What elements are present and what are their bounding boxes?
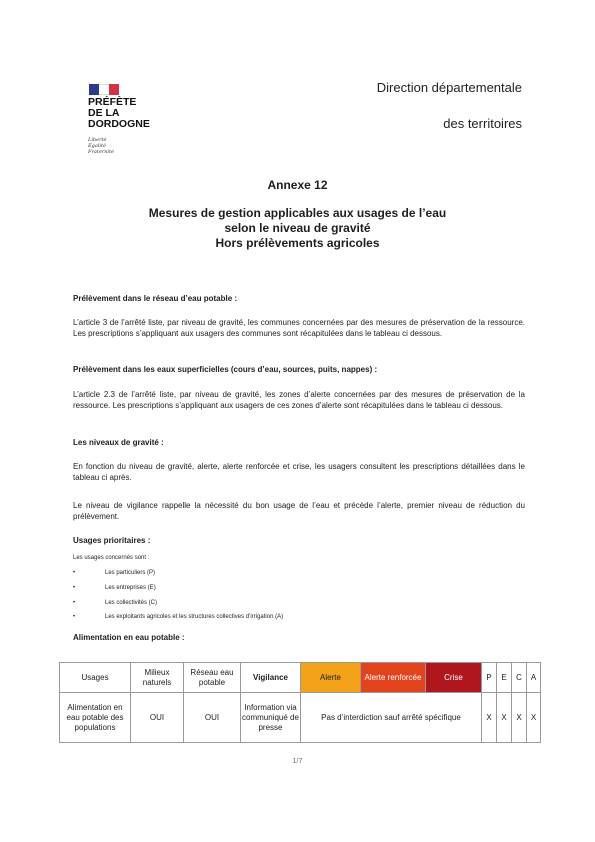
section-heading-reseau: Prélèvement dans le réseau d’eau potable :: [73, 294, 238, 303]
direction-line-1: Direction départementale: [376, 80, 522, 95]
header-reseau: Réseau eau potable: [184, 663, 241, 693]
cell-e: X: [497, 693, 512, 743]
cell-vigilance: Information via communiqué de presse: [241, 693, 301, 743]
section-text-niveaux-2: Le niveau de vigilance rappelle la nécessité du bon usage de l’eau et précède l’alerte, premier niveau de réduction du prélèvement.: [73, 501, 525, 521]
section-text-eaux-superficielles: L’article 2.3 de l’arrêté liste, par niveau de gravité, les zones d’alerte concernées par des mesures de préservation de la ressource. Les prescriptions s’appliquant aux usagers de ces zones d’alerte sont récapitulées dans le tableau ci dessous.: [73, 390, 525, 410]
document-title: Mesures de gestion applicables aux usages de l’eau selon le niveau de gravité Hors prélèvements agricoles: [148, 206, 447, 250]
republic-motto: Liberté Égalité Fraternité: [88, 137, 114, 155]
header-a: A: [527, 663, 541, 693]
cell-mesure: Pas d’interdiction sauf arrêté spécifique: [301, 693, 482, 743]
section-text-niveaux-1: En fonction du niveau de gravité, alerte, alerte renforcée et crise, les usagers consultent les prescriptions détaillées dans le tableau ci après.: [73, 462, 525, 482]
section-heading-eaux-superficielles: Prélèvement dans les eaux superficielles (cours d’eau, sources, puits, nappes) :: [73, 365, 378, 374]
cell-p: X: [482, 693, 497, 743]
annexe-number: Annexe 12: [267, 178, 328, 192]
header-p: P: [482, 663, 497, 693]
section-heading-alimentation: Alimentation en eau potable :: [73, 633, 185, 642]
cell-c: X: [512, 693, 527, 743]
header-crise: Crise: [426, 663, 482, 693]
prefecture-name: PRÉFÈTE DE LA DORDOGNE: [88, 96, 150, 130]
usages-intro: Les usages concernés sont :: [73, 555, 150, 561]
measures-table: [59, 662, 541, 743]
cell-usage: Alimentation en eau potable des populations: [60, 693, 131, 743]
header-e: E: [497, 663, 512, 693]
header-usages: Usages: [60, 663, 131, 693]
header-milieux: Milieux naturels: [131, 663, 184, 693]
header-c: C: [512, 663, 527, 693]
cell-reseau: OUI: [184, 693, 241, 743]
header-alerte: Alerte: [301, 663, 361, 693]
section-text-reseau: L’article 3 de l’arrêté liste, par niveau de gravité, les communes concernées par des mesures de préservation de la ressource. Les prescriptions s’appliquant aux usagers des communes sont récapitulées dans le tableau ci dessous.: [73, 318, 525, 338]
direction-line-2: des territoires: [443, 116, 522, 131]
section-heading-niveaux: Les niveaux de gravité :: [73, 438, 164, 447]
cell-milieux: OUI: [131, 693, 184, 743]
republic-flag-logo: [89, 84, 119, 95]
section-heading-usages: Usages prioritaires :: [73, 536, 151, 545]
header-vigilance: Vigilance: [241, 663, 301, 693]
header-alerte-renforcee: Alerte renforcée: [361, 663, 426, 693]
page-number: 1/7: [292, 758, 303, 765]
cell-a: X: [527, 693, 541, 743]
